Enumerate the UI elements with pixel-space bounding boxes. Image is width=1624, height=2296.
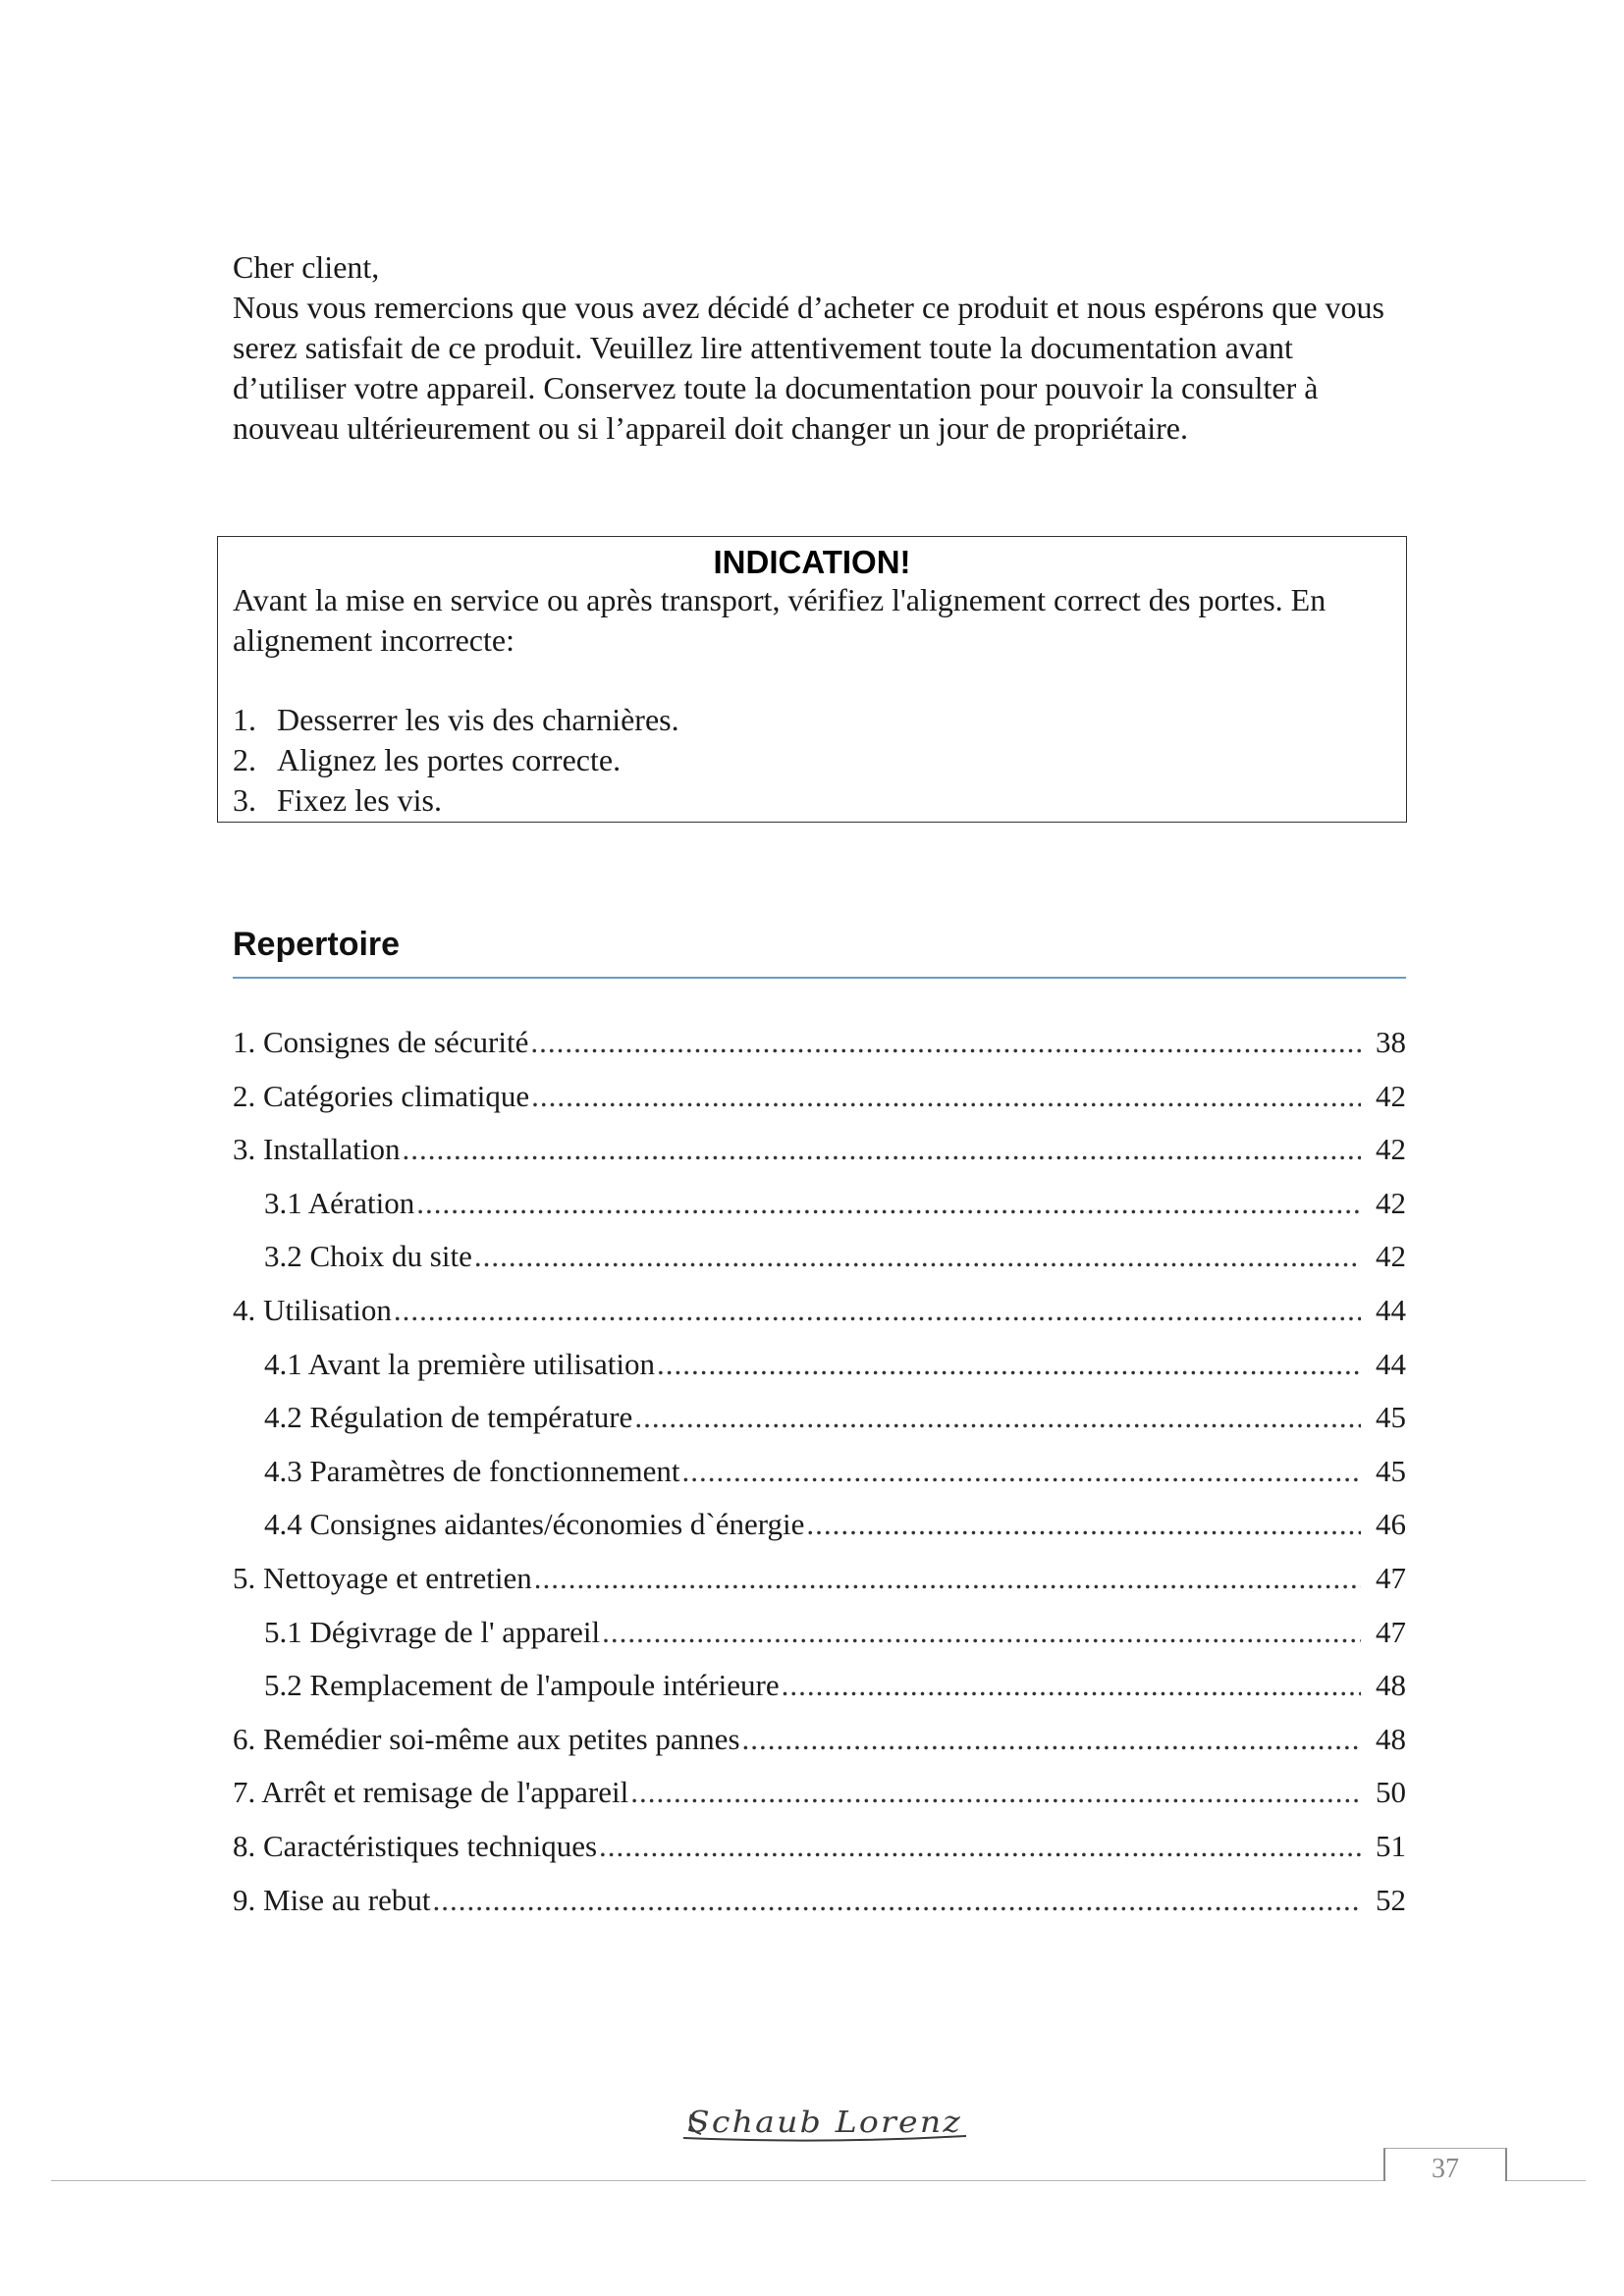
indication-text: Avant la mise en service ou après transport, vérifiez l'alignement correct des portes. En alignement incorrecte:	[233, 582, 1326, 658]
footer-rule	[1507, 2180, 1586, 2181]
step-item: 1. Desserrer les vis des charnières.	[233, 702, 679, 737]
page-number: 37	[1432, 2154, 1459, 2184]
toc-divider	[233, 977, 1406, 979]
toc-entry[interactable]: 7. Arrêt et remisage de l'appareil ..... 50	[233, 1766, 1406, 1820]
indication-title: INDICATION!	[713, 544, 911, 580]
toc-entry[interactable]: 6. Remédier soi-même aux petites pannes ..... 48	[233, 1713, 1406, 1767]
indication-body	[233, 580, 1391, 821]
toc-entry[interactable]: 4. Utilisation ..... 44	[233, 1284, 1406, 1338]
indication-box	[217, 536, 1407, 823]
greeting: Cher client,	[233, 249, 380, 285]
indication-steps	[233, 700, 1391, 821]
toc-entry[interactable]: 2. Catégories climatique ..... 42	[233, 1070, 1406, 1124]
toc-entry[interactable]: 4.3 Paramètres de fonctionnement ..... 45	[233, 1445, 1406, 1499]
toc-entry[interactable]: 4.4 Consignes aidantes/économies d`énergie ..... 46	[233, 1498, 1406, 1552]
toc-heading: Repertoire	[233, 926, 401, 963]
toc-entry[interactable]: 1. Consignes de sécurité ..... 38	[233, 1016, 1406, 1070]
toc-entry[interactable]: 5.1 Dégivrage de l' appareil ..... 47	[233, 1606, 1406, 1660]
toc-entry[interactable]: 4.2 Régulation de température ..... 45	[233, 1391, 1406, 1445]
toc-entry[interactable]: 3. Installation ..... 42	[233, 1123, 1406, 1177]
intro-text	[233, 247, 1411, 449]
intro-paragraph: Nous vous remercions que vous avez décidé d’acheter ce produit et nous espérons que vous serez satisfait de ce produit. Veuillez lire attentivement toute la documentation avant d’utiliser votre appareil. Conservez toute la documentation pour pouvoir la consulter à nouveau ultérieurement ou si l’appareil doit changer un jour de propriétaire.	[233, 290, 1384, 446]
toc-entry[interactable]: 9. Mise au rebut ..... 52	[233, 1874, 1406, 1928]
toc-entry[interactable]: 8. Caractéristiques techniques ..... 51	[233, 1820, 1406, 1874]
svg-text:Schaub Lorenz: Schaub Lorenz	[687, 2106, 962, 2140]
toc-entry[interactable]: 3.2 Choix du site ..... 42	[233, 1230, 1406, 1284]
step-item: 3. Fixez les vis.	[233, 782, 442, 818]
toc-entry[interactable]: 5. Nettoyage et entretien ..... 47	[233, 1552, 1406, 1606]
table-of-contents	[233, 1016, 1406, 1927]
schaub-lorenz-logo	[677, 2101, 972, 2150]
toc-entry[interactable]: 3.1 Aération ..... 42	[233, 1177, 1406, 1231]
toc-entry[interactable]: 4.1 Avant la première utilisation ..... 44	[233, 1338, 1406, 1392]
toc-entry[interactable]: 5.2 Remplacement de l'ampoule intérieure ..... 48	[233, 1659, 1406, 1713]
step-item: 2. Alignez les portes correcte.	[233, 742, 622, 777]
footer-rule	[51, 2180, 1384, 2181]
